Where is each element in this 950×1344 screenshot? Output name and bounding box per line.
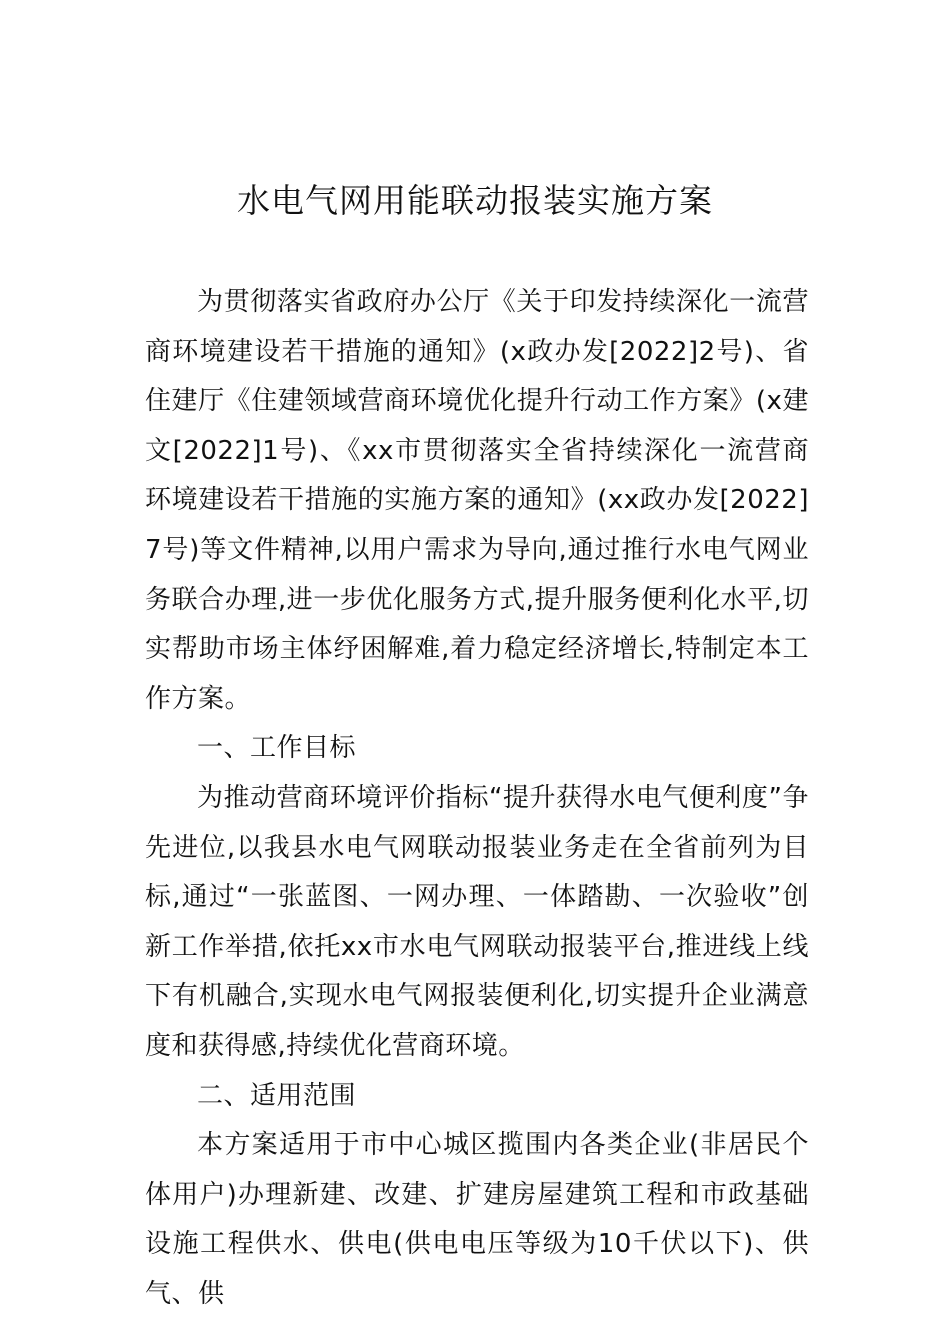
section-heading-work-goals: 一、工作目标 — [197, 733, 357, 764]
section-heading-scope: 二、适用范围 — [197, 1080, 357, 1111]
document-title: 水电气网用能联动报装实施方案 — [237, 181, 713, 220]
intro-paragraph: 为贯彻落实省政府办公厅《关于印发持续深化一流营商环境建设若干措施的通知》(x政办发[2022]2号)、省住建厅《住建领域营商环境优化提升行动工作方案》(x建文[2022]1号)、《xx市贯彻落实全省持续深化一流营商环境建设若干措施的实施方案的通知》(xx政办发[2022]7号)等文件精神,以用户需求为导向,通过推行水电气网业务联合办理,进一步优化服务方式,提升服务便利化水平,切实帮助市场主体纾困解难,着力稳定经济增长,特制定本工作方案。 — [145, 287, 809, 714]
scope-paragraph: 本方案适用于市中心城区揽围内各类企业(非居民个体用户)办理新建、改建、扩建房屋建筑工程和市政基础设施工程供水、供电(供电电压等级为10千伏以下)、供气、供 — [145, 1130, 809, 1309]
document-body — [145, 278, 809, 1319]
work-goals-paragraph: 为推动营商环境评价指标“提升获得水电气便利度”争先进位,以我县水电气网联动报装业务走在全省前列为目标,通过“一张蓝图、一网办理、一体踏勘、一次验收”创新工作举措,依托xx市水电气网联动报装平台,推进线上线下有机融合,实现水电气网报装便利化,切实提升企业满意度和获得感,持续优化营商环境。 — [145, 782, 809, 1061]
